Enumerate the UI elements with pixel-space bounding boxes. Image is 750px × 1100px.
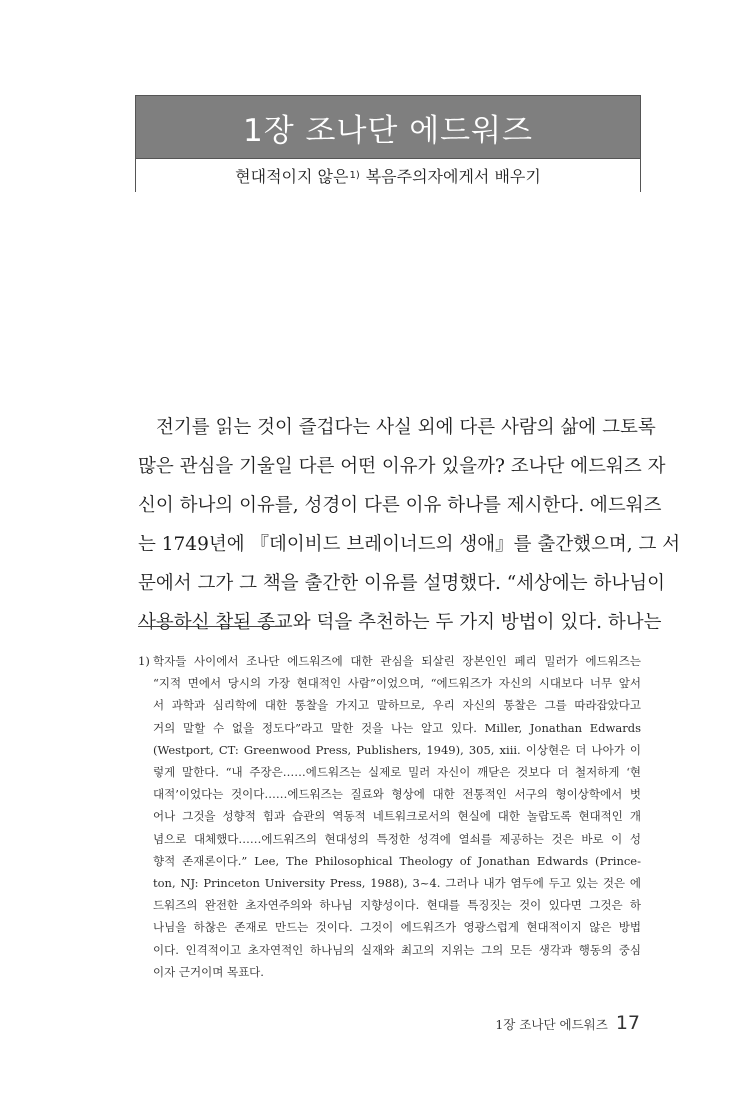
body-line: 문에서 그가 그 책을 출간한 이유를 설명했다. “세상에는 하나님이 <box>138 573 666 594</box>
footnote-divider <box>138 626 286 627</box>
chapter-subtitle-main: 현대적이지 않은 <box>235 167 349 186</box>
footnote-line: 나님을 하찮은 존재로 만드는 것이다. 그것이 에드워즈가 영광스럽게 현대적이지 않은 방법 <box>153 920 641 935</box>
chapter-subtitle-rest: 복음주의자에게서 배우기 <box>365 167 541 186</box>
footnote-line: 향적 존재론이다.” Lee, The Philosophical Theology of Jonathan Edwards (Prince- <box>153 853 641 868</box>
footnote-line: (Westport, CT: Greenwood Press, Publishers, 1949), 305, xiii. 이상현은 더 나아가 이 <box>153 742 641 757</box>
page-footer <box>495 1012 640 1034</box>
footnote-line: 학자들 사이에서 조나단 에드워즈에 대한 관심을 되살린 장본인인 페리 밀러가 에드워즈는 <box>153 654 641 668</box>
body-line: 전기를 읽는 것이 즐겁다는 사실 외에 다른 사람의 삶에 그토록 <box>156 417 656 438</box>
footnote-line: 이자 근거이며 목표다. <box>153 964 264 979</box>
footnote-line: “지적 면에서 당시의 가장 현대적인 사람”이었으며, “에드워즈가 자신의 시대보다 너무 앞서 <box>153 676 641 691</box>
body-line: 신이 하나의 이유를, 성경이 다른 이유 하나를 제시한다. 에드워즈 <box>138 495 662 516</box>
footnote-line: ton, NJ: Princeton University Press, 1988), 3~4. 그러나 내가 염두에 두고 있는 것은 에 <box>153 876 641 891</box>
page-number: 17 <box>615 1012 640 1034</box>
footnote-line: 이다. 인격적이고 초자연적인 하나님의 실재와 최고의 지위는 그의 모든 생각과 행동의 중심 <box>153 942 641 957</box>
footnote-line: 대적’이었다는 것이다……에드워즈는 질료와 형상에 대한 전통적인 서구의 형이상학에서 벗 <box>153 787 641 802</box>
footnote-line: 렇게 말한다. “내 주장은……에드워즈는 실제로 밀러 자신이 깨닫은 것보다 더 철저하게 ‘현 <box>153 765 641 780</box>
body-line: 사용하신 참된 종교와 덕을 추천하는 두 가지 방법이 있다. 하나는 <box>138 612 662 633</box>
chapter-subtitle <box>136 158 640 192</box>
footnote-line: 거의 말할 수 없을 정도다”라고 말한 것을 나는 알고 있다. Miller, Jonathan Edwards <box>153 720 641 735</box>
body-paragraph <box>138 408 681 642</box>
chapter-title: 1장 조나단 에드워즈 <box>136 96 640 158</box>
footnote-reference: 1) <box>349 170 360 181</box>
chapter-heading-box <box>135 95 641 192</box>
footnote-line: 어나 그것을 성향적 힘과 습관의 역동적 네트워크로서의 현실에 대한 놀랍도록 현대적인 개 <box>153 809 641 824</box>
footnote-line: 서 과학과 심리학에 대한 통찰을 가지고 말하므로, 우리 자신의 통찰은 그를 따라잡았다고 <box>153 698 641 713</box>
footnote <box>138 650 641 983</box>
running-title: 1장 조나단 에드워즈 <box>495 1017 608 1032</box>
body-line: 는 1749년에 『데이비드 브레이너드의 생애』를 출간했으며, 그 서 <box>138 534 681 555</box>
footnote-line: 드워즈의 완전한 초자연주의와 하나님 지향성이다. 현대를 특징짓는 것이 있다면 그것은 하 <box>153 898 641 913</box>
footnote-marker: 1) <box>138 654 150 668</box>
body-line: 많은 관심을 기울일 다른 어떤 이유가 있을까? 조나단 에드워즈 자 <box>138 456 666 477</box>
footnote-line: 념으로 대체했다……에드워즈의 현대성의 특정한 성격에 열쇠를 제공하는 것은 바로 이 성 <box>153 831 641 846</box>
